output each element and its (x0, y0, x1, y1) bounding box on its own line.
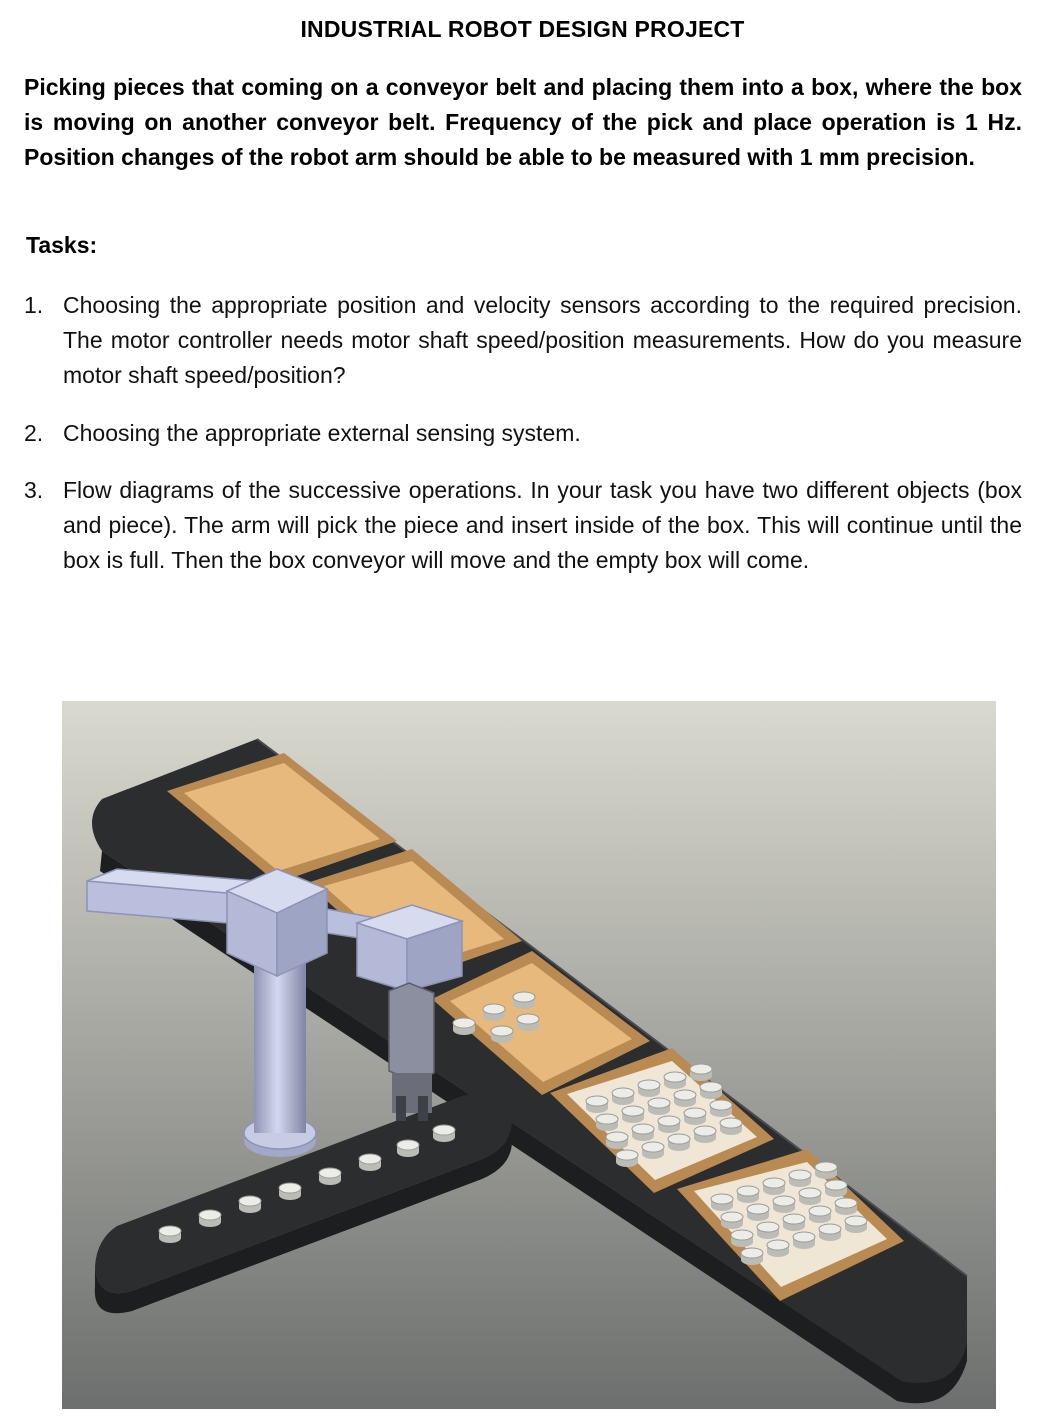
workpiece (731, 1230, 753, 1247)
workpiece (517, 1014, 539, 1031)
workpiece (789, 1170, 811, 1187)
task-item-3 (24, 473, 1022, 578)
workpiece (721, 1212, 743, 1229)
workpiece (711, 1194, 733, 1211)
workpiece (664, 1072, 686, 1089)
workpiece (612, 1088, 634, 1105)
workpiece (319, 1168, 341, 1185)
workpiece (835, 1198, 857, 1215)
workpiece (690, 1064, 712, 1081)
workpiece (720, 1118, 742, 1135)
workpiece (668, 1134, 690, 1151)
workpiece (159, 1226, 181, 1243)
workpiece (710, 1100, 732, 1117)
tasks-heading: Tasks: (26, 232, 98, 258)
workpiece (737, 1186, 759, 1203)
workpiece (757, 1222, 779, 1239)
workpiece (239, 1196, 261, 1213)
workpiece (741, 1248, 763, 1265)
workpiece (763, 1178, 785, 1195)
workpiece (622, 1106, 644, 1123)
workpiece (674, 1090, 696, 1107)
workpiece (616, 1150, 638, 1167)
task-item-1 (24, 288, 1022, 393)
workpiece (747, 1204, 769, 1221)
pick-and-place-scene (62, 701, 996, 1409)
workpiece (658, 1116, 680, 1133)
workpiece (491, 1026, 513, 1043)
workpiece (825, 1180, 847, 1197)
workpiece (819, 1224, 841, 1241)
task-number: 1. (24, 292, 44, 318)
workpiece (513, 992, 535, 1009)
workpiece (359, 1154, 381, 1171)
workpiece (694, 1126, 716, 1143)
workpiece (648, 1098, 670, 1115)
workpiece (279, 1183, 301, 1200)
workpiece (809, 1206, 831, 1223)
workpiece (483, 1004, 505, 1021)
workpiece (397, 1140, 419, 1157)
workpiece (684, 1108, 706, 1125)
task-item-2 (24, 416, 1022, 451)
workpiece (586, 1096, 608, 1113)
task-text: Flow diagrams of the successive operations. In your task you have two different objects (box and piece). The arm will pick the piece and insert inside of the box. This will continue until the box is full. Then the box conveyor will move and the empty box will come. (63, 477, 1022, 573)
workpiece (632, 1124, 654, 1141)
task-number: 2. (24, 420, 44, 446)
task-text: Choosing the appropriate position and velocity sensors according to the required precision. The motor controller needs motor shaft speed/position measurements. How do you measure motor shaft speed/position? (63, 292, 1022, 388)
task-number: 3. (24, 477, 44, 503)
workpiece (596, 1114, 618, 1131)
workpiece (773, 1196, 795, 1213)
workpiece (767, 1240, 789, 1257)
workpiece (199, 1210, 221, 1227)
workpiece (793, 1232, 815, 1249)
workpiece (799, 1188, 821, 1205)
workpiece (433, 1125, 455, 1142)
robot-illustration (62, 701, 996, 1409)
workpiece (606, 1132, 628, 1149)
workpiece (700, 1082, 722, 1099)
workpiece (642, 1142, 664, 1159)
workpiece (453, 1018, 475, 1035)
project-description: Picking pieces that coming on a conveyor belt and placing them into a box, where the box is moving on another conveyor belt. Frequency of the pick and place operation is 1 Hz. Position changes of the robot arm should be able to be measured with 1 mm precision. (24, 74, 1022, 170)
workpiece (845, 1216, 867, 1233)
workpiece (783, 1214, 805, 1231)
workpiece (638, 1080, 660, 1097)
document-title: INDUSTRIAL ROBOT DESIGN PROJECT (300, 16, 745, 42)
workpiece (815, 1162, 837, 1179)
task-text: Choosing the appropriate external sensing system. (63, 420, 581, 446)
